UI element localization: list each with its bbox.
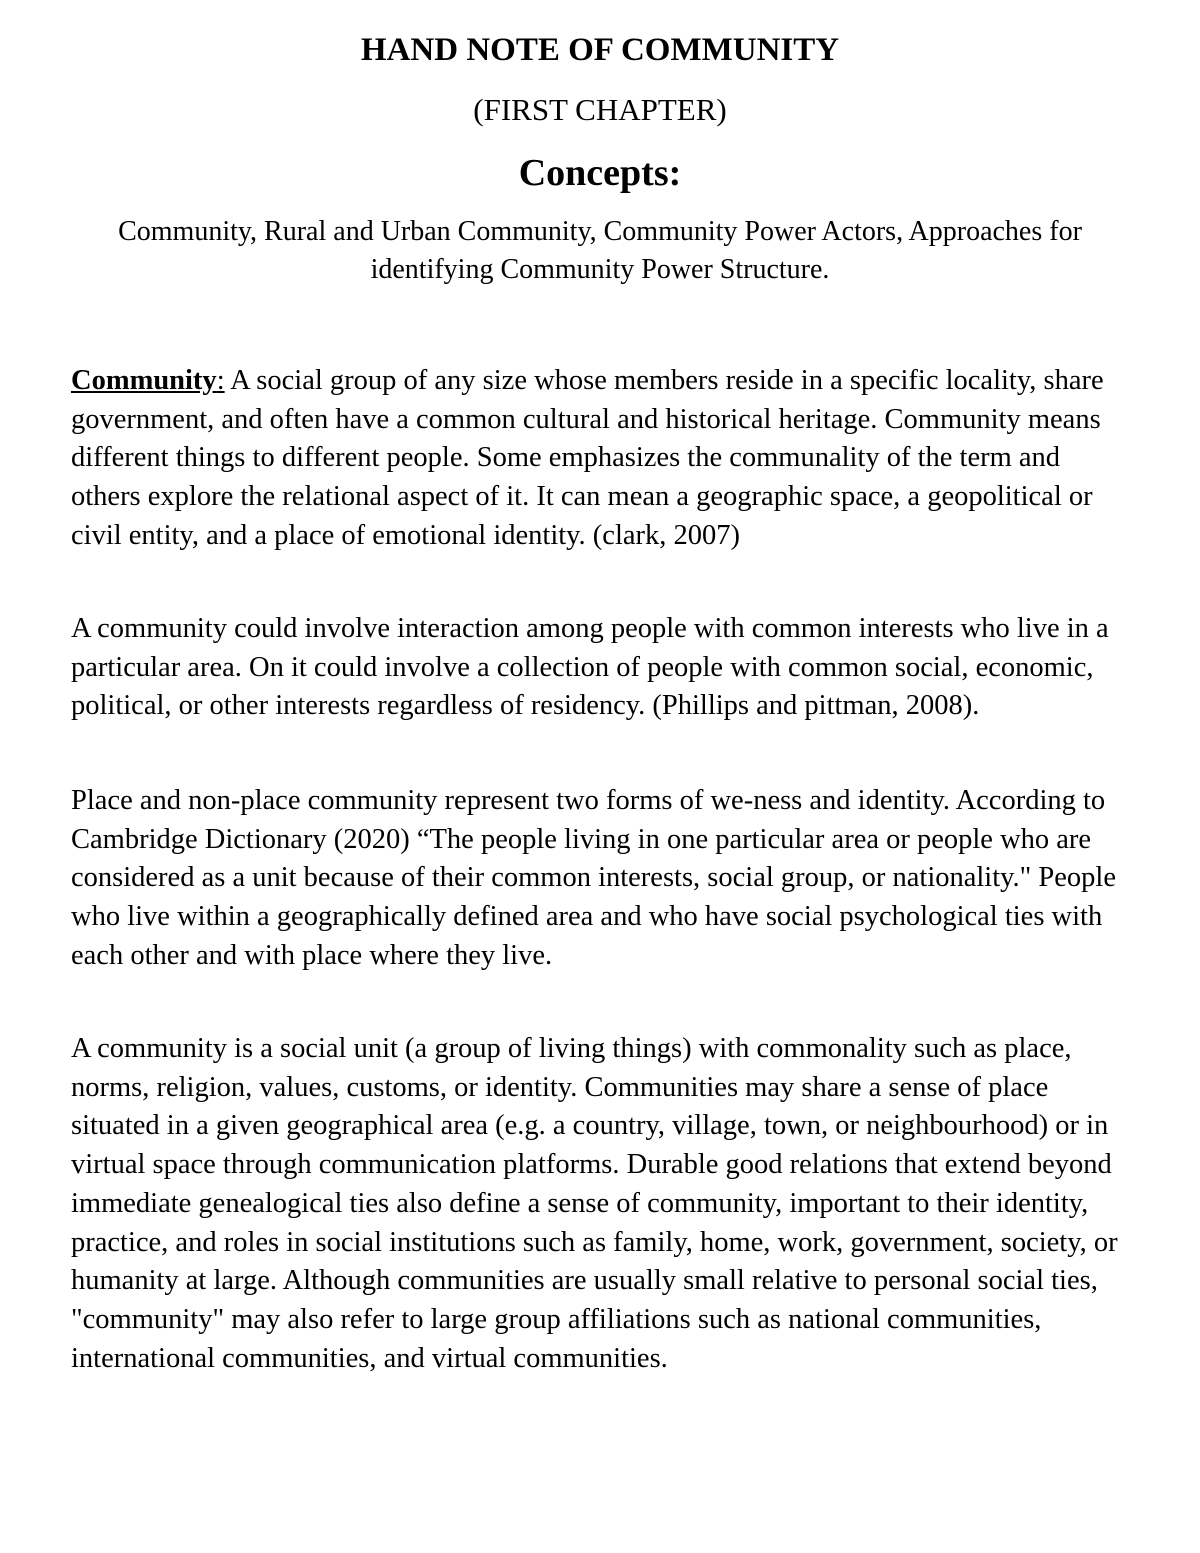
concepts-heading: Concepts:: [518, 152, 682, 194]
paragraph-interaction: A community could involve interaction among people with common interests who live in a particular area. On it could involve a collection of people with common social, economic, political, or other interests regardless of residency. (Phillips and pittman, 2008).: [71, 613, 1109, 722]
paragraph-social-unit: A community is a social unit (a group of living things) with commonality such as place, norms, religion, values, customs, or identity. Communities may share a sense of place situated in a given geographical area (e.g. a country, village, town, or neighbourhood) or in virtual space through communication platforms. Durable good relations that extend beyond immediate genealogical ties also define a sense of community, important to their identity, practice, and roles in social institutions such as family, home, work, government, society, or humanity at large. Although communities are usually small relative to personal social ties, "community" may also refer to large group affiliations such as national communities, international communities, and virtual communities.: [71, 1033, 1118, 1374]
document-title: HAND NOTE OF COMMUNITY: [360, 32, 840, 68]
paragraph-place-non-place: Place and non-place community represent two forms of we-ness and identity. According to Cambridge Dictionary (2020) “The people living in one particular area or people who are considered as a unit because of their common interests, social group, or nationality." People who live within a geographically defined area and who have social psychological ties with each other and with place where they live.: [71, 785, 1116, 971]
paragraph-text: A social group of any size whose members reside in a specific locality, share government, and often have a common cultural and historical heritage. Community means different things to different people. Some emphasizes the communality of the term and others explore the relational aspect of it. It can mean a geographic space, a geopolitical or civil entity, and a place of emotional identity. (clark, 2007): [71, 365, 1104, 551]
concepts-list: Community, Rural and Urban Community, Community Power Actors, Approaches for identifying Community Power Structure.: [118, 216, 1082, 285]
paragraph-community-definition: [71, 362, 1136, 556]
term-colon: :: [216, 365, 225, 396]
document-subtitle: (FIRST CHAPTER): [473, 92, 727, 127]
term-community: Community: [71, 365, 217, 396]
